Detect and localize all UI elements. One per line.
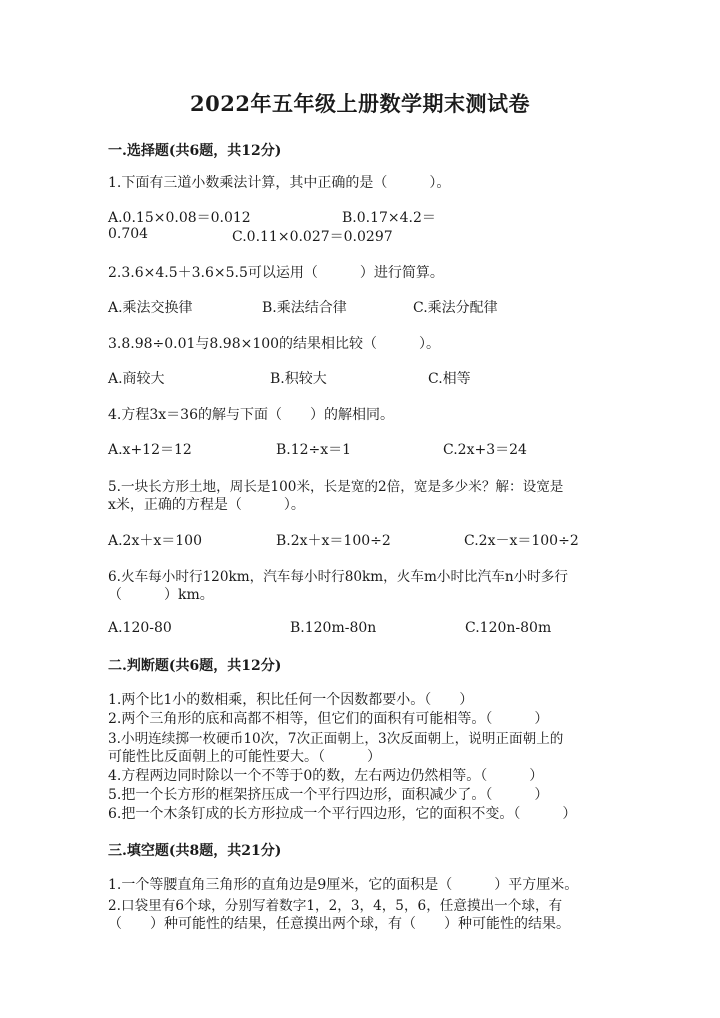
option-c: C.0.11×0.027＝0.0297 [232, 229, 393, 245]
question-stem: 5.一块长方形土地，周长是100米，长是宽的2倍，宽是多少米？解：设宽是 [108, 479, 564, 495]
option-b-continued: 0.704 [108, 226, 149, 242]
option-b: B.120m-80n [290, 620, 377, 636]
question-stem: 3.8.98÷0.01与8.98×100的结果相比较（ ）。 [108, 336, 441, 352]
section-heading-fill-blank: 三.填空题(共8题，共21分) [108, 843, 282, 859]
option-a: A.120-80 [108, 620, 172, 636]
question-stem: 6.火车每小时行120km，汽车每小时行80km，火车m小时比汽车n小时多行 [108, 569, 568, 585]
judgement-item: 3.小明连续掷一枚硬币10次，7次正面朝上，3次反面朝上，说明正面朝上的 [108, 731, 564, 747]
judgement-item: 6.把一个木条钉成的长方形拉成一个平行四边形，它的面积不变。（ ） [108, 806, 577, 822]
question-stem: 2.3.6×4.5＋3.6×5.5可以运用（ ）进行简算。 [108, 265, 444, 281]
section-heading-choice: 一.选择题(共6题，共12分) [108, 143, 282, 159]
section-heading-true-false: 二.判断题(共6题，共12分) [108, 658, 282, 674]
judgement-item: 1.两个比1小的数相乘，积比任何一个因数都要小。（ ） [108, 692, 474, 708]
page-title: 2022年五年级上册数学期末测试卷 [190, 91, 530, 116]
option-c: C.2x－x＝100÷2 [464, 533, 579, 549]
option-c: C.120n-80m [465, 620, 552, 636]
option-b: B.0.17×4.2＝ [342, 210, 436, 226]
judgement-item: 2.两个三角形的底和高都不相等，但它们的面积有可能相等。（ ） [108, 711, 549, 727]
judgement-item-continued: 可能性比反面朝上的可能性要大。（ ） [108, 749, 381, 765]
option-c: C.2x+3＝24 [443, 442, 527, 458]
judgement-item: 5.把一个长方形的框架挤压成一个平行四边形，面积减少了。（ ） [108, 787, 549, 803]
question-stem: 1.下面有三道小数乘法计算，其中正确的是（ ）。 [108, 175, 451, 191]
option-c: C.相等 [428, 371, 471, 387]
option-a: A.商较大 [108, 371, 165, 387]
judgement-item: 4.方程两边同时除以一个不等于0的数，左右两边仍然相等。（ ） [108, 768, 544, 784]
option-b: B.乘法结合律 [262, 300, 347, 316]
option-a: A.0.15×0.08＝0.012 [108, 210, 251, 226]
option-a: A.x+12＝12 [108, 442, 192, 458]
question-stem-continued: （ ）km。 [108, 587, 214, 603]
fill-blank-item: 2.口袋里有6个球，分别写着数字1，2，3，4，5，6，任意摸出一个球，有 [108, 898, 563, 914]
option-a: A.乘法交换律 [108, 300, 193, 316]
option-c: C.乘法分配律 [413, 300, 498, 316]
option-b: B.2x＋x＝100÷2 [276, 533, 391, 549]
option-a: A.2x＋x＝100 [108, 533, 202, 549]
fill-blank-item-continued: （ ）种可能性的结果，任意摸出两个球，有（ ）种可能性的结果。 [108, 916, 570, 932]
question-stem: 4.方程3x＝36的解与下面（ ）的解相同。 [108, 407, 394, 423]
fill-blank-item: 1.一个等腰直角三角形的直角边是9厘米，它的面积是（ ）平方厘米。 [108, 877, 579, 893]
option-b: B.12÷x＝1 [276, 442, 352, 458]
question-stem-continued: x米，正确的方程是（ ）。 [108, 497, 305, 513]
option-b: B.积较大 [270, 371, 327, 387]
